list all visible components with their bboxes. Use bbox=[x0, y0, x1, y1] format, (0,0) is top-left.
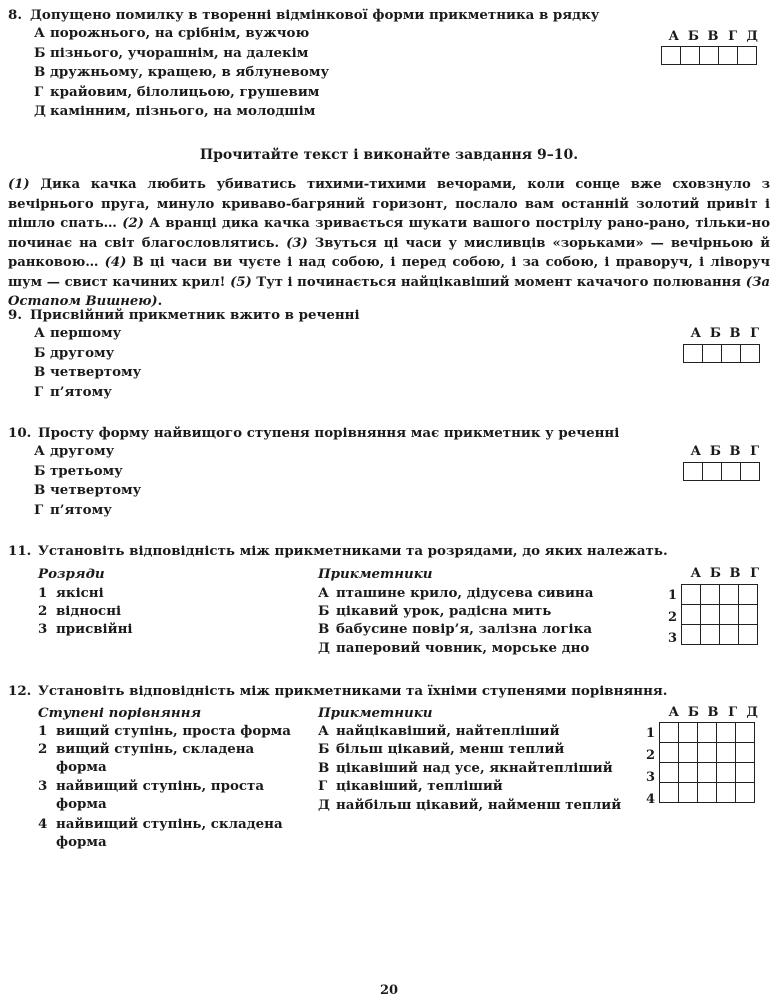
q12-cell[interactable] bbox=[717, 763, 736, 783]
q11-left-item-1: 1 якісні bbox=[38, 585, 104, 601]
q11-grid-row-1-label: 1 bbox=[668, 588, 678, 603]
q12-cell[interactable] bbox=[679, 743, 698, 763]
reading-instruction: Прочитайте текст і виконайте завдання 9–10. bbox=[199, 147, 579, 163]
q8-answer-grid bbox=[661, 46, 757, 65]
q8-option-d: Г крайовим, білолицьою, грушевим bbox=[34, 83, 320, 100]
q12-cell[interactable] bbox=[717, 723, 736, 743]
q10-option-a: А другому bbox=[34, 443, 115, 460]
q12-left-item-4: 4 найвищий ступінь, складена форма bbox=[38, 816, 283, 851]
q11-cell[interactable] bbox=[720, 585, 739, 605]
question-8-text: 8. Допущено помилку в творенні відмінкової форми прикметника в рядку bbox=[8, 7, 600, 23]
q9-option-d: Г п’ятому bbox=[34, 383, 112, 400]
q8-answer-cell-d[interactable] bbox=[719, 47, 738, 65]
q12-grid-row-4-label: 4 bbox=[646, 792, 656, 807]
q12-left-item-2: 2 вищий ступінь, складена форма bbox=[38, 741, 255, 776]
q10-grid-header: А Б В Г bbox=[690, 444, 760, 459]
q11-right-item-b: Б цікавий урок, радісна мить bbox=[318, 603, 552, 619]
q12-cell[interactable] bbox=[736, 783, 755, 803]
question-10-text: 10. Просту форму найвищого ступеня порівняння має прикметник у реченні bbox=[8, 425, 620, 441]
q12-cell[interactable] bbox=[698, 743, 717, 763]
question-10 bbox=[8, 424, 619, 520]
q8-option-c: В дружньому, кращею, в яблуневому bbox=[34, 64, 330, 81]
q9-option-c: В четвертому bbox=[34, 364, 142, 381]
q11-cell[interactable] bbox=[701, 605, 720, 625]
q8-answer-cell-c[interactable] bbox=[700, 47, 719, 65]
question-9-text: 9. Присвійний прикметник вжито в реченні bbox=[8, 307, 360, 323]
q11-left-item-2: 2 відносні bbox=[38, 603, 122, 619]
q11-cell[interactable] bbox=[682, 605, 701, 625]
q11-grid-header: А Б В Г bbox=[690, 566, 760, 581]
q11-cell[interactable] bbox=[720, 605, 739, 625]
q12-cell[interactable] bbox=[660, 723, 679, 743]
q11-right-item-e: Д паперовий човник, морське дно bbox=[318, 640, 590, 656]
q11-grid-row-2-label: 2 bbox=[668, 610, 678, 625]
q10-answer-cell-b[interactable] bbox=[703, 463, 722, 481]
q11-cell[interactable] bbox=[682, 585, 701, 605]
q8-option-b: Б пізнього, учорашнім, на далекім bbox=[34, 44, 309, 61]
q12-cell[interactable] bbox=[736, 763, 755, 783]
q9-answer-grid bbox=[683, 344, 760, 363]
q12-grid-row-2-label: 2 bbox=[646, 748, 656, 763]
q11-cell[interactable] bbox=[739, 605, 758, 625]
q12-cell[interactable] bbox=[660, 763, 679, 783]
q11-right-item-a: А пташине крило, дідусева сивина bbox=[318, 585, 594, 601]
question-8 bbox=[8, 6, 599, 121]
q8-answer-cell-e[interactable] bbox=[738, 47, 757, 65]
q12-cell[interactable] bbox=[698, 723, 717, 743]
q12-cell[interactable] bbox=[679, 783, 698, 803]
q12-cell[interactable] bbox=[736, 743, 755, 763]
q12-left-item-3: 3 найвищий ступінь, проста форма bbox=[38, 778, 265, 813]
page-number: 20 bbox=[379, 983, 399, 998]
q11-right-item-c: В бабусине повір’я, залізна логіка bbox=[318, 621, 592, 637]
q10-answer-grid bbox=[683, 462, 760, 481]
q11-cell[interactable] bbox=[701, 585, 720, 605]
question-12-text: 12. Установіть відповідність між прикметниками та їхніми ступенями порівняння. bbox=[8, 683, 668, 699]
q11-answer-grid bbox=[681, 584, 758, 645]
q11-left-heading: Розряди bbox=[38, 566, 105, 582]
q11-cell[interactable] bbox=[739, 625, 758, 645]
q12-grid-row-3-label: 3 bbox=[646, 770, 656, 785]
q12-left-heading: Ступені порівняння bbox=[38, 705, 202, 721]
q12-right-heading: Прикметники bbox=[318, 705, 433, 721]
q12-right-item-a: А найцікавіший, найтепліший bbox=[318, 723, 560, 739]
q8-option-e: Д камінним, пізнього, на молодшім bbox=[34, 103, 316, 120]
q10-answer-cell-a[interactable] bbox=[684, 463, 703, 481]
q10-option-d: Г п’ятому bbox=[34, 501, 112, 518]
q12-cell[interactable] bbox=[717, 743, 736, 763]
q8-answer-cell-a[interactable] bbox=[662, 47, 681, 65]
q12-grid-row-1-label: 1 bbox=[646, 726, 656, 741]
q8-answer-cell-b[interactable] bbox=[681, 47, 700, 65]
q12-cell[interactable] bbox=[698, 763, 717, 783]
q12-grid-header: А Б В Г Д bbox=[668, 705, 758, 720]
q12-cell[interactable] bbox=[717, 783, 736, 803]
q12-left-item-1: 1 вищий ступінь, проста форма bbox=[38, 723, 291, 739]
q12-cell[interactable] bbox=[660, 783, 679, 803]
q12-cell[interactable] bbox=[698, 783, 717, 803]
q12-cell[interactable] bbox=[679, 763, 698, 783]
q11-left-item-3: 3 присвійні bbox=[38, 621, 133, 637]
q12-cell[interactable] bbox=[660, 743, 679, 763]
q10-answer-cell-c[interactable] bbox=[722, 463, 741, 481]
q11-cell[interactable] bbox=[682, 625, 701, 645]
q9-answer-cell-d[interactable] bbox=[741, 345, 760, 363]
q11-right-heading: Прикметники bbox=[318, 566, 433, 582]
q12-answer-grid bbox=[659, 722, 755, 803]
q8-option-a: А порожнього, на срібнім, вужчою bbox=[34, 25, 310, 42]
passage-source: (За Остапом Вишнею) bbox=[8, 274, 770, 309]
q11-grid-row-3-label: 3 bbox=[668, 631, 678, 646]
q9-option-a: А першому bbox=[34, 325, 122, 342]
q9-option-b: Б другому bbox=[34, 344, 115, 361]
q12-cell[interactable] bbox=[736, 723, 755, 743]
q12-right-item-e: Д найбільш цікавий, найменш теплий bbox=[318, 797, 622, 813]
q11-cell[interactable] bbox=[720, 625, 739, 645]
question-11-text: 11. Установіть відповідність між прикметниками та розрядами, до яких належать. bbox=[8, 543, 668, 559]
q10-option-b: Б третьому bbox=[34, 462, 123, 479]
q12-right-item-d: Г цікавіший, тепліший bbox=[318, 778, 503, 794]
q12-cell[interactable] bbox=[679, 723, 698, 743]
q12-right-item-b: Б більш цікавий, менш теплий bbox=[318, 741, 565, 757]
q12-right-item-c: В цікавіший над усе, якнайтепліший bbox=[318, 760, 613, 776]
q11-cell[interactable] bbox=[739, 585, 758, 605]
q9-answer-cell-b[interactable] bbox=[703, 345, 722, 363]
q9-answer-cell-a[interactable] bbox=[684, 345, 703, 363]
q8-grid-header: А Б В Г Д bbox=[668, 29, 758, 44]
q9-answer-cell-c[interactable] bbox=[722, 345, 741, 363]
q10-option-c: В четвертому bbox=[34, 482, 142, 499]
question-9 bbox=[8, 306, 360, 402]
q11-cell[interactable] bbox=[701, 625, 720, 645]
q9-grid-header: А Б В Г bbox=[690, 326, 760, 341]
reading-passage: (1) Дика качка любить убиватись тихими-тихими вечорами, коли сонце вже сховзнуло з вечірнього пруга, минуло криваво-багряний горизонт, послало вам останній золотий привіт і пішло спать… (2) А вранці дика качка зривається шукати вашого пострілу рано-рано, тільки-но починає на світ благословлятись. (3) Звуться ці часи у мисливців «зорьками» — вечірньою й ранковою… (4) В ці часи ви чуєте і над собою, і перед собою, і за собою, і праворуч, і ліворуч шум — свист качиних крил! (5) Тут і починається найцікавіший момент качачого полювання (За Остапом Вишнею). bbox=[8, 177, 771, 309]
q10-answer-cell-d[interactable] bbox=[741, 463, 760, 481]
